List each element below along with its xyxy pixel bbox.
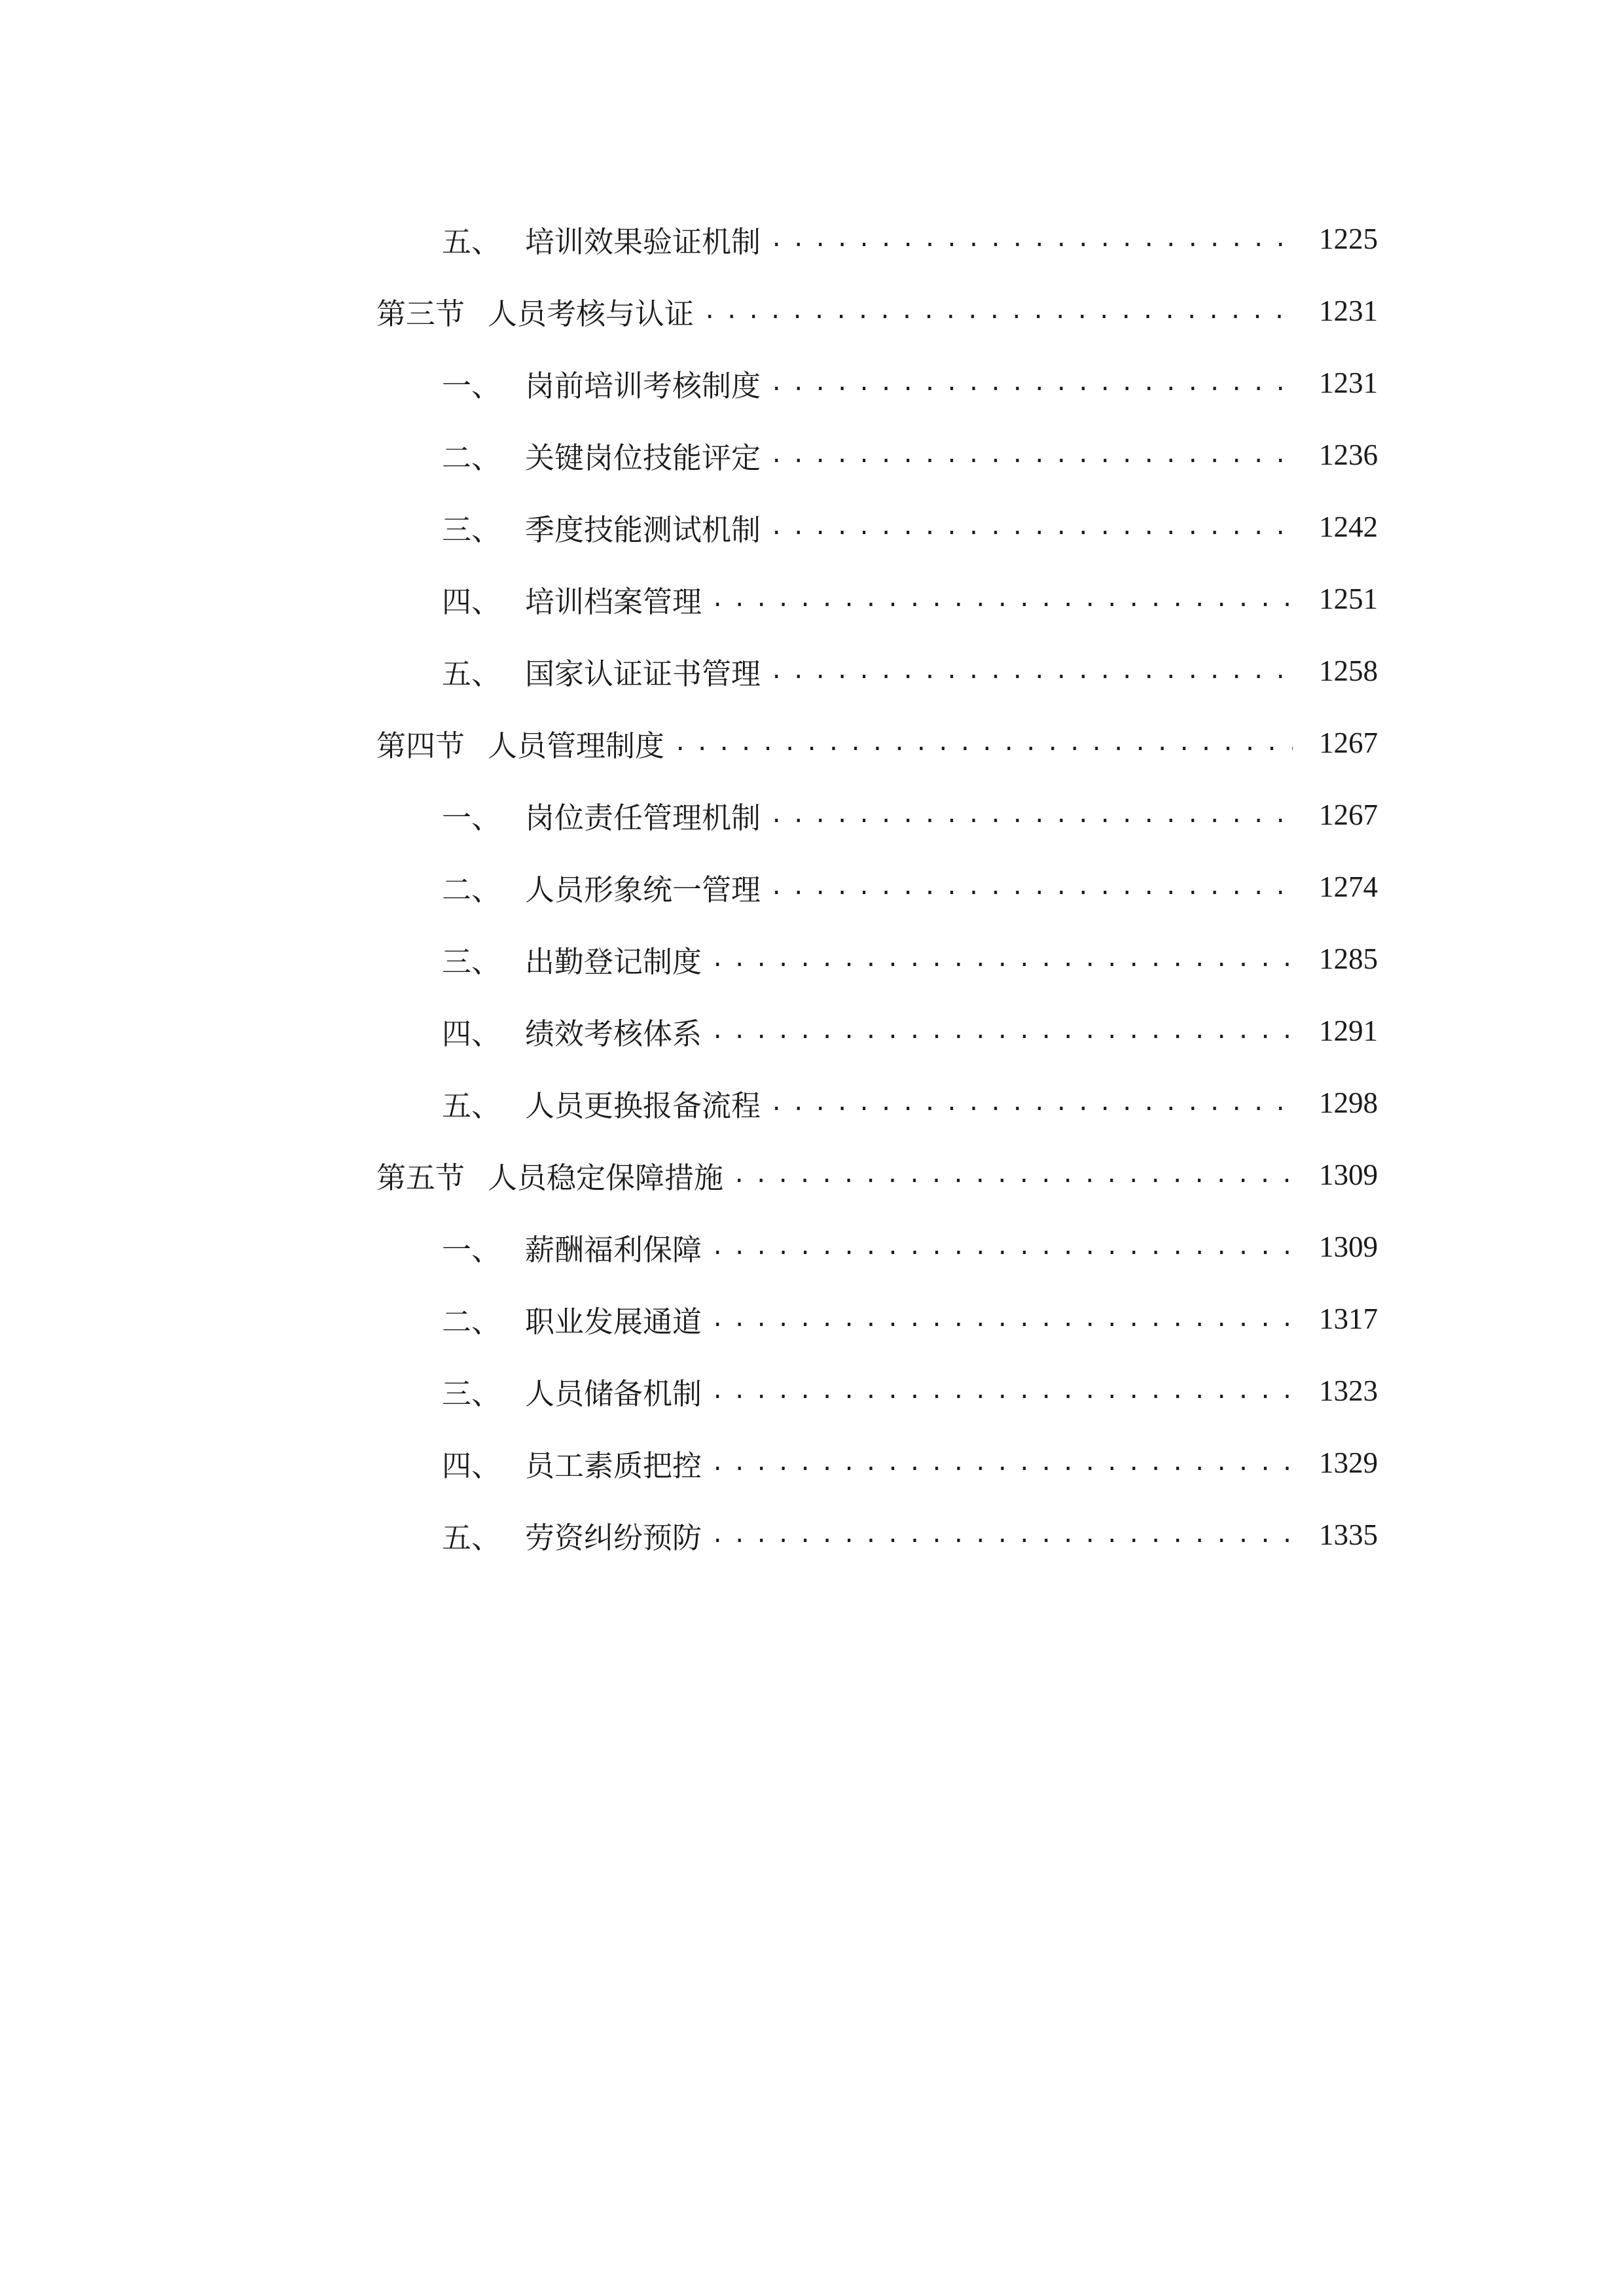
toc-leader-dots <box>711 1018 1293 1044</box>
toc-entry-page-number: 1267 <box>1319 798 1378 831</box>
toc-entry-page-number: 1285 <box>1319 942 1378 975</box>
toc-entry[interactable] <box>376 491 1378 563</box>
toc-leader-dots <box>703 298 1293 324</box>
toc-leader-dots <box>732 1162 1293 1188</box>
toc-section-entry[interactable] <box>376 707 1378 779</box>
toc-entry[interactable] <box>376 851 1378 923</box>
toc-entry-marker: 三、 <box>442 1376 501 1411</box>
toc-leader-dots <box>770 370 1293 396</box>
toc-entry-title: 人员形象统一管理 <box>525 872 761 907</box>
toc-entry[interactable] <box>376 1355 1378 1427</box>
toc-entry-title: 人员稳定保障措施 <box>488 1160 724 1195</box>
toc-entry-title: 国家认证证书管理 <box>525 656 761 691</box>
toc-entry-marker: 五、 <box>442 656 501 691</box>
toc-entry-page-number: 1323 <box>1319 1374 1378 1407</box>
toc-entry-page-number: 1291 <box>1319 1014 1378 1047</box>
toc-entry-marker: 一、 <box>442 800 501 835</box>
toc-leader-dots <box>770 658 1293 684</box>
toc-entry-marker: 第四节 <box>376 728 465 763</box>
toc-entry-marker: 三、 <box>442 944 501 979</box>
toc-section-entry[interactable] <box>376 275 1378 347</box>
toc-entry-marker: 二、 <box>442 872 501 907</box>
toc-leader-dots <box>711 1234 1293 1260</box>
toc-entry-marker: 四、 <box>442 1016 501 1051</box>
toc-leader-dots <box>711 586 1293 612</box>
toc-entry[interactable] <box>376 347 1378 419</box>
toc-leader-dots <box>674 730 1293 756</box>
toc-entry-marker: 五、 <box>442 1088 501 1123</box>
toc-leader-dots <box>711 1306 1293 1332</box>
toc-entry-page-number: 1225 <box>1319 223 1378 255</box>
toc-entry-page-number: 1242 <box>1319 511 1378 543</box>
toc-entry-title: 人员储备机制 <box>525 1376 702 1411</box>
toc-entry-marker: 四、 <box>442 1448 501 1483</box>
toc-entry-marker: 第五节 <box>376 1160 465 1195</box>
toc-entry-page-number: 1231 <box>1319 367 1378 399</box>
toc-entry-marker: 五、 <box>442 1520 501 1555</box>
toc-entry-title: 职业发展通道 <box>525 1304 702 1339</box>
toc-entry-title: 人员考核与认证 <box>488 296 695 331</box>
toc-entry-page-number: 1317 <box>1319 1302 1378 1335</box>
toc-entry-marker: 一、 <box>442 368 501 403</box>
toc-entry[interactable] <box>376 995 1378 1067</box>
toc-leader-dots <box>711 1378 1293 1404</box>
toc-entry-marker: 三、 <box>442 512 501 547</box>
toc-entry[interactable] <box>376 1211 1378 1283</box>
toc-entry-title: 出勤登记制度 <box>525 944 702 979</box>
toc-entry-page-number: 1231 <box>1319 295 1378 327</box>
toc-section-entry[interactable] <box>376 1139 1378 1211</box>
toc-entry[interactable] <box>376 563 1378 635</box>
toc-entry[interactable] <box>376 1427 1378 1499</box>
table-of-contents <box>376 203 1378 1571</box>
toc-entry[interactable] <box>376 779 1378 851</box>
toc-entry-title: 员工素质把控 <box>525 1448 702 1483</box>
toc-entry-page-number: 1251 <box>1319 583 1378 615</box>
toc-entry[interactable] <box>376 1283 1378 1355</box>
toc-entry-marker: 五、 <box>442 224 501 259</box>
toc-entry-title: 绩效考核体系 <box>525 1016 702 1051</box>
toc-entry[interactable] <box>376 203 1378 275</box>
toc-leader-dots <box>711 1522 1293 1548</box>
toc-entry[interactable] <box>376 419 1378 491</box>
toc-entry[interactable] <box>376 1499 1378 1571</box>
toc-entry-marker: 四、 <box>442 584 501 619</box>
toc-entry-page-number: 1258 <box>1319 655 1378 687</box>
toc-entry-marker: 一、 <box>442 1232 501 1267</box>
toc-entry-title: 培训档案管理 <box>525 584 702 619</box>
toc-entry-title: 季度技能测试机制 <box>525 512 761 547</box>
toc-leader-dots <box>770 226 1293 252</box>
toc-entry-page-number: 1236 <box>1319 439 1378 471</box>
toc-entry-title: 岗位责任管理机制 <box>525 800 761 835</box>
toc-entry[interactable] <box>376 1067 1378 1139</box>
toc-entry-marker: 第三节 <box>376 296 465 331</box>
toc-leader-dots <box>770 802 1293 828</box>
toc-leader-dots <box>770 874 1293 900</box>
toc-entry-page-number: 1298 <box>1319 1086 1378 1119</box>
toc-entry-marker: 二、 <box>442 1304 501 1339</box>
toc-leader-dots <box>770 442 1293 468</box>
toc-leader-dots <box>711 946 1293 972</box>
toc-leader-dots <box>711 1450 1293 1476</box>
toc-entry-page-number: 1335 <box>1319 1518 1378 1551</box>
toc-entry-page-number: 1274 <box>1319 870 1378 903</box>
toc-entry-page-number: 1267 <box>1319 726 1378 759</box>
toc-entry-title: 人员管理制度 <box>488 728 665 763</box>
toc-entry-marker: 二、 <box>442 440 501 475</box>
toc-entry-title: 劳资纠纷预防 <box>525 1520 702 1555</box>
toc-leader-dots <box>770 514 1293 540</box>
toc-entry-page-number: 1309 <box>1319 1158 1378 1191</box>
toc-entry-page-number: 1309 <box>1319 1230 1378 1263</box>
toc-leader-dots <box>770 1090 1293 1116</box>
toc-entry-title: 培训效果验证机制 <box>525 224 761 259</box>
toc-entry-title: 岗前培训考核制度 <box>525 368 761 403</box>
toc-entry[interactable] <box>376 635 1378 707</box>
toc-entry-page-number: 1329 <box>1319 1446 1378 1479</box>
toc-entry-title: 人员更换报备流程 <box>525 1088 761 1123</box>
toc-entry-title: 薪酬福利保障 <box>525 1232 702 1267</box>
toc-entry-title: 关键岗位技能评定 <box>525 440 761 475</box>
toc-entry[interactable] <box>376 923 1378 995</box>
